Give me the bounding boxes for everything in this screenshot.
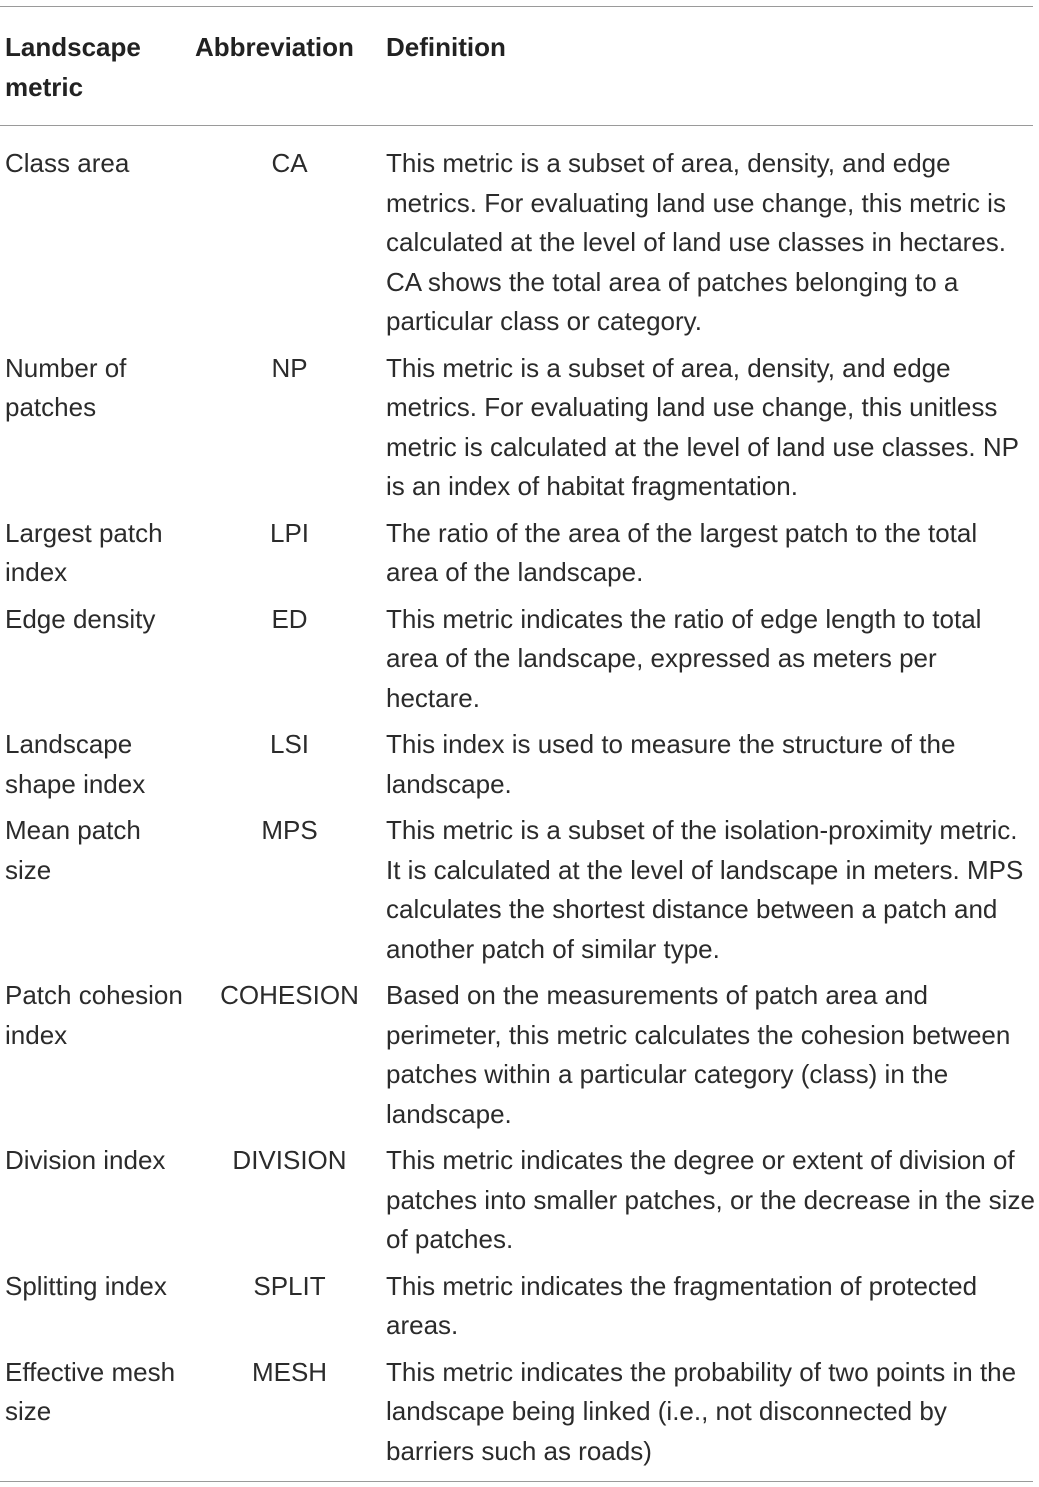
metric-name-cell: Landscape shape index xyxy=(5,729,146,799)
landscape-metrics-table xyxy=(0,6,1039,1482)
abbreviation-cell: MESH xyxy=(251,1356,328,1387)
definition-cell: This index is used to measure the structure of the landscape. xyxy=(386,729,956,799)
abbreviation-cell: LPI xyxy=(269,517,310,548)
header-row xyxy=(0,7,1039,125)
abbreviation-cell: MPS xyxy=(261,815,318,845)
definition-cell: This metric indicates the fragmentation of protected areas. xyxy=(386,1270,978,1340)
table-row xyxy=(0,725,1039,811)
table-row xyxy=(0,126,1039,349)
metric-name-cell: Splitting index xyxy=(5,1270,167,1301)
metrics-table-body xyxy=(0,126,1039,1481)
table-row xyxy=(0,349,1039,514)
table-row xyxy=(0,514,1039,600)
abbreviation-cell: LSI xyxy=(269,729,310,759)
metric-name-cell: Largest patch index xyxy=(5,517,163,587)
table-row xyxy=(0,600,1039,726)
table-row xyxy=(0,1353,1039,1482)
definition-cell: The ratio of the area of the largest patch to the total area of the landscape. xyxy=(386,517,978,587)
definition-cell: This metric indicates the degree or extent of division of patches into smaller patches, or the decrease in the size of patches. xyxy=(386,1145,1035,1254)
metric-name-cell: Edge density xyxy=(5,603,156,634)
definition-cell: This metric is a subset of area, density, and edge metrics. For evaluating land use change, this metric is calculated at the level of land use classes in hectares. CA shows the total area of patches belonging to a particular class or category. xyxy=(386,148,1007,336)
metrics-table xyxy=(0,7,1039,125)
definition-cell: This metric is a subset of area, density, and edge metrics. For evaluating land use change, this unitless metric is calculated at the level of land use classes. NP is an index of habitat fragmentation. xyxy=(386,352,1019,501)
table-header xyxy=(0,7,1039,125)
header-abbreviation: Abbreviation xyxy=(195,32,354,62)
table-row xyxy=(0,811,1039,976)
abbreviation-cell: ED xyxy=(271,603,308,634)
table-row xyxy=(0,1141,1039,1267)
metric-name-cell: Number of patches xyxy=(5,352,127,422)
table-bottom-rule xyxy=(0,1481,1033,1482)
header-landscape-metric: Landscape metric xyxy=(5,32,141,102)
abbreviation-cell: SPLIT xyxy=(253,1270,326,1301)
metric-name-cell: Patch cohesion index xyxy=(5,980,183,1050)
metric-name-cell: Mean patch size xyxy=(5,815,141,885)
definition-cell: This metric indicates the probability of two points in the landscape being linked (i.e., not disconnected by barriers such as roads) xyxy=(386,1356,1017,1466)
metric-name-cell: Class area xyxy=(5,148,130,178)
table-row xyxy=(0,1267,1039,1353)
definition-cell: This metric indicates the ratio of edge length to total area of the landscape, expressed as meters per hectare. xyxy=(386,603,982,713)
definition-cell: This metric is a subset of the isolation-proximity metric. It is calculated at the level of landscape in meters. MPS calculates the shortest distance between a patch and another patch of similar type. xyxy=(386,815,1024,964)
abbreviation-cell: NP xyxy=(271,352,308,383)
abbreviation-cell: COHESION xyxy=(220,980,359,1010)
header-definition: Definition xyxy=(386,32,506,62)
metric-name-cell: Effective mesh size xyxy=(5,1356,176,1426)
metric-name-cell: Division index xyxy=(5,1145,166,1175)
table-body xyxy=(0,126,1039,1481)
abbreviation-cell: CA xyxy=(271,148,308,178)
table-row xyxy=(0,976,1039,1141)
definition-cell: Based on the measurements of patch area and perimeter, this metric calculates the cohesion between patches within a particular category (class) in the landscape. xyxy=(386,980,1011,1129)
abbreviation-cell: DIVISION xyxy=(232,1145,347,1175)
